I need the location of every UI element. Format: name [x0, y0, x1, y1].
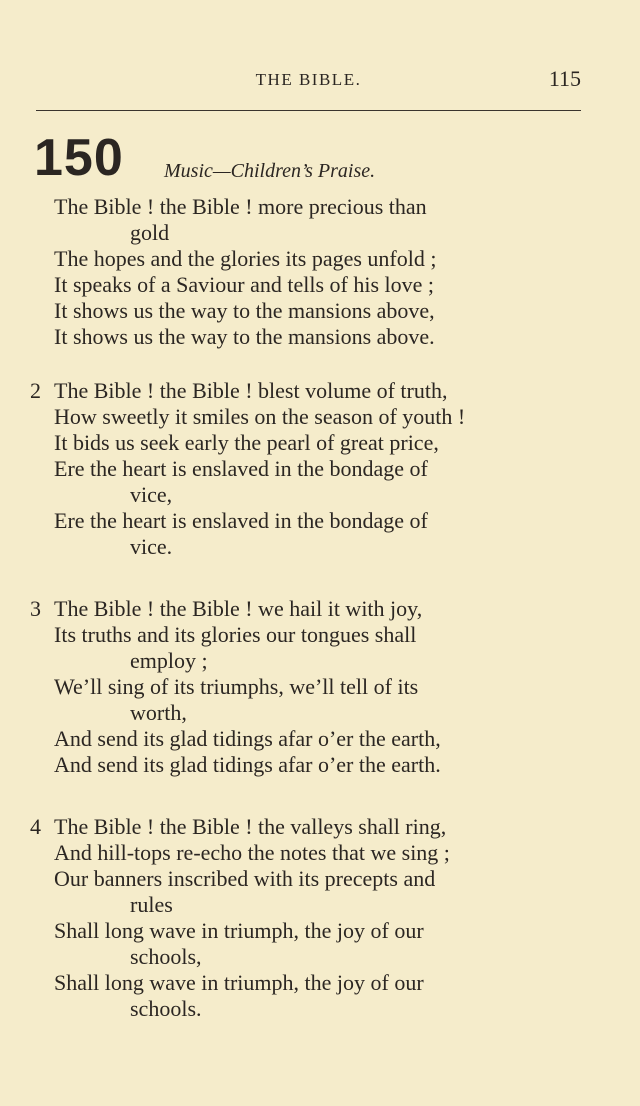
verse-line [0, 378, 640, 404]
verse-line-text: It shows us the way to the mansions above. [54, 324, 435, 349]
verse-line [0, 596, 640, 622]
verse-line-text: And send its glad tidings afar o’er the earth. [54, 752, 441, 777]
verse-line-text: employ ; [130, 648, 208, 673]
verse-line-text: schools, [130, 944, 202, 969]
hymn-heading [34, 129, 594, 188]
verse-line [0, 814, 640, 840]
stanza-1 [0, 194, 640, 350]
stanza-2 [0, 378, 640, 560]
verse-line-continuation [0, 892, 640, 918]
verse-line-continuation [0, 482, 640, 508]
verse-line-text: Shall long wave in triumph, the joy of our [54, 918, 424, 943]
verse-line-text: The Bible ! the Bible ! the valleys shall ring, [54, 814, 447, 839]
verse-line-text: It speaks of a Saviour and tells of his love ; [54, 272, 435, 297]
verse-line [0, 752, 640, 778]
header-rule [36, 110, 581, 111]
verse-line-text: The Bible ! the Bible ! more precious than [54, 194, 427, 219]
verse-line [0, 622, 640, 648]
verse-line-continuation [0, 700, 640, 726]
verse-line-text: Ere the heart is enslaved in the bondage of [54, 456, 428, 481]
verse-line-text: How sweetly it smiles on the season of youth ! [54, 404, 466, 429]
verse-line-text: Shall long wave in triumph, the joy of our [54, 970, 424, 995]
verse-line [0, 674, 640, 700]
verse-line-continuation [0, 648, 640, 674]
verse-line [0, 456, 640, 482]
verse-line-continuation [0, 220, 640, 246]
verse-line-text: We’ll sing of its triumphs, we’ll tell of its [54, 674, 419, 699]
verse-line [0, 918, 640, 944]
verse-line-text: It bids us seek early the pearl of great price, [54, 430, 439, 455]
verse-line [0, 324, 640, 350]
verse-line-text: schools. [130, 996, 202, 1021]
verse-line-text: vice. [130, 534, 173, 559]
tune-name: Music—Children’s Praise. [164, 160, 376, 182]
verse-line-text: And send its glad tidings afar o’er the earth, [54, 726, 441, 751]
verse-line [0, 194, 640, 220]
verse-line-text: worth, [130, 700, 187, 725]
verse-line-text: Our banners inscribed with its precepts and [54, 866, 436, 891]
running-title: THE BIBLE. [255, 70, 362, 89]
stanza-4 [0, 814, 640, 1022]
verse-line-text: And hill-tops re-echo the notes that we sing ; [54, 840, 450, 865]
verse-line-text: The hopes and the glories its pages unfold ; [54, 246, 437, 271]
hymn-number: 150 [34, 129, 124, 187]
verse-line [0, 246, 640, 272]
verse-line [0, 970, 640, 996]
verse-line [0, 866, 640, 892]
verse-line [0, 840, 640, 866]
verse-line-text: vice, [130, 482, 173, 507]
verse-line [0, 726, 640, 752]
verse-line [0, 508, 640, 534]
verse-line-continuation [0, 996, 640, 1022]
verse-line-continuation [0, 534, 640, 560]
verse-line [0, 298, 640, 324]
verse-line-text: The Bible ! the Bible ! we hail it with joy, [54, 596, 423, 621]
page-number: 115 [548, 66, 581, 91]
stanza-number: 3 [30, 596, 41, 621]
stanza-number: 2 [30, 378, 41, 403]
verse-line-text: Ere the heart is enslaved in the bondage of [54, 508, 428, 533]
verse-line-text: Its truths and its glories our tongues shall [54, 622, 417, 647]
verse-line-text: gold [130, 220, 170, 245]
verse-line [0, 272, 640, 298]
verse-line [0, 404, 640, 430]
verse-line [0, 430, 640, 456]
stanza-number: 4 [30, 814, 41, 839]
verse-line-text: rules [130, 892, 173, 917]
page-header [36, 66, 581, 100]
verse-line-continuation [0, 944, 640, 970]
stanza-3 [0, 596, 640, 778]
verse-line-text: It shows us the way to the mansions above, [54, 298, 435, 323]
verse-line-text: The Bible ! the Bible ! blest volume of truth, [54, 378, 448, 403]
